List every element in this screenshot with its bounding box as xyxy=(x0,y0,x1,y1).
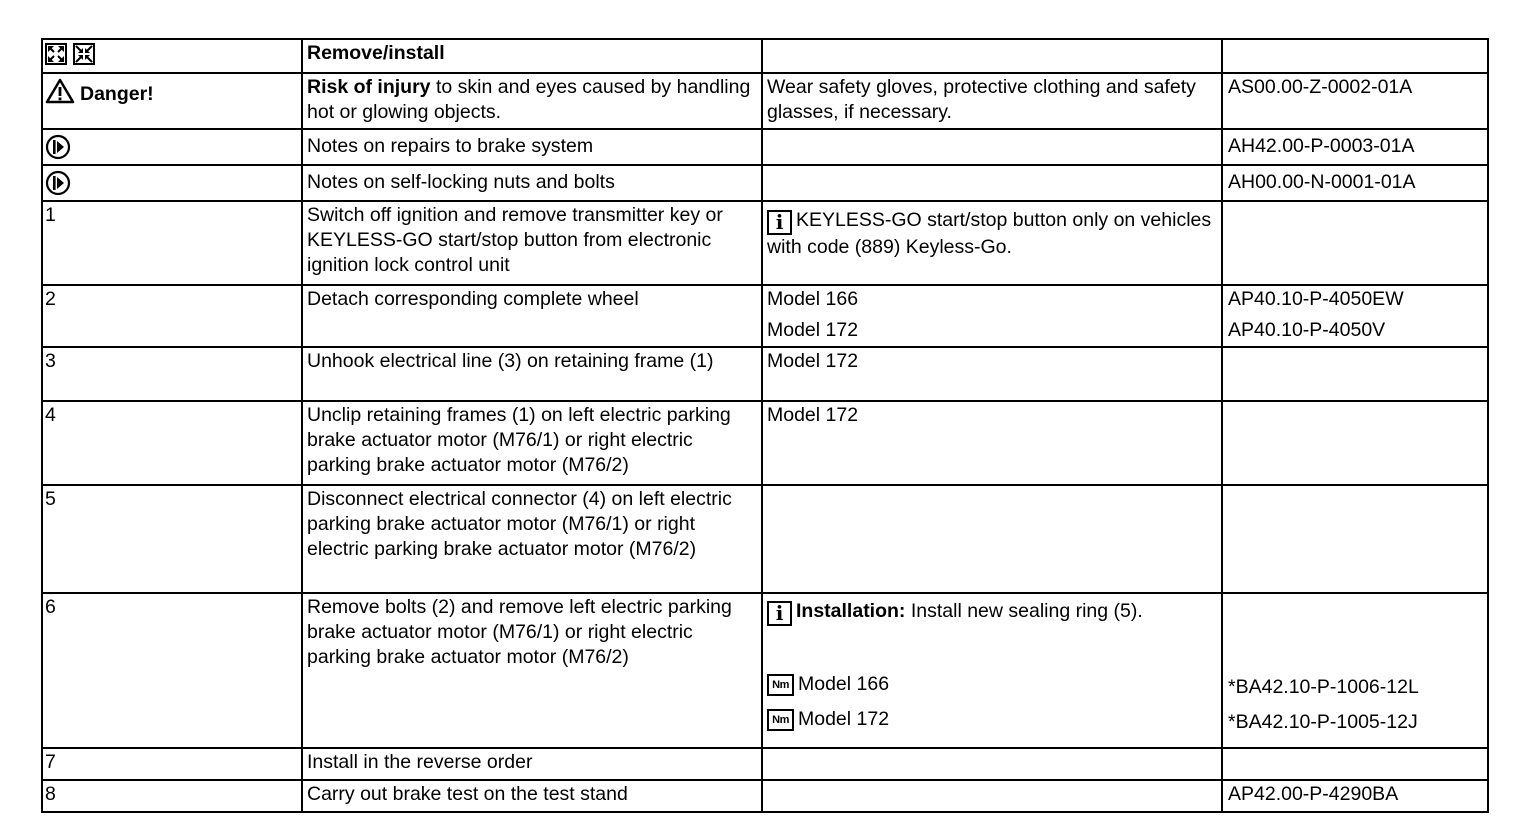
danger-row xyxy=(42,73,1488,129)
header-empty-3 xyxy=(762,39,1222,73)
step-number: 1 xyxy=(42,201,302,285)
model-label: Model 172 xyxy=(767,319,859,341)
step-row xyxy=(42,748,1488,780)
step-row xyxy=(42,593,1488,748)
note-empty xyxy=(762,165,1222,201)
step-row xyxy=(42,201,1488,285)
note-icon-cell xyxy=(42,165,302,201)
step-number: 4 xyxy=(42,401,302,485)
step-empty-3 xyxy=(762,780,1222,812)
step-text: Unclip retaining frames (1) on left electric parking brake actuator motor (M76/1) or right electric parking brake actuator motor (M76/2) xyxy=(302,401,762,485)
torque-model: Model 172 xyxy=(798,708,890,730)
danger-risk-text: to skin and eyes caused by handling hot or glowing objects. xyxy=(307,76,751,123)
note-icon xyxy=(45,170,71,196)
danger-measure: Wear safety gloves, protective clothing and safety glasses, if necessary. xyxy=(762,73,1222,129)
step-text: Carry out brake test on the test stand xyxy=(302,780,762,812)
step-text: Install in the reverse order xyxy=(302,748,762,780)
danger-label-cell xyxy=(42,73,302,129)
step-torque-refs-cell xyxy=(1222,593,1488,748)
step-number: 8 xyxy=(42,780,302,812)
step-empty-3 xyxy=(762,485,1222,593)
install-text: Install new sealing ring (5). xyxy=(905,600,1143,622)
danger-label: Danger! xyxy=(80,83,154,105)
step-refs-cell xyxy=(1222,285,1488,347)
info-icon: i xyxy=(767,601,792,626)
header-title: Remove/install xyxy=(302,39,762,73)
info-icon: i xyxy=(767,210,792,235)
step-row xyxy=(42,347,1488,401)
model-label: Model 166 xyxy=(767,288,859,310)
note-text: Notes on repairs to brake system xyxy=(302,129,762,165)
note-row xyxy=(42,165,1488,201)
danger-risk-bold: Risk of injury xyxy=(307,76,431,98)
note-icon xyxy=(45,134,71,160)
step-info-cell xyxy=(762,201,1222,285)
step-row xyxy=(42,485,1488,593)
header-empty-4 xyxy=(1222,39,1488,73)
step-row xyxy=(42,401,1488,485)
note-row xyxy=(42,129,1488,165)
note-empty xyxy=(762,129,1222,165)
header-row xyxy=(42,39,1488,73)
step-ref[interactable]: AP40.10-P-4050V xyxy=(1228,319,1386,341)
note-text: Notes on self-locking nuts and bolts xyxy=(302,165,762,201)
note-ref[interactable]: AH42.00-P-0003-01A xyxy=(1222,129,1488,165)
expand-arrows-icon[interactable] xyxy=(45,43,67,65)
step-ref[interactable]: AP42.00-P-4290BA xyxy=(1222,780,1488,812)
collapse-arrows-icon[interactable] xyxy=(73,43,95,65)
torque-nm-icon: Nm xyxy=(767,709,794,731)
step-ref-empty xyxy=(1222,201,1488,285)
step-install-cell xyxy=(762,593,1222,748)
danger-ref[interactable]: AS00.00-Z-0002-01A xyxy=(1222,73,1488,129)
danger-risk-cell xyxy=(302,73,762,129)
step-row xyxy=(42,780,1488,812)
model-label: Model 172 xyxy=(762,401,1222,485)
step-models-cell xyxy=(762,285,1222,347)
torque-nm-icon: Nm xyxy=(767,674,794,696)
step-empty-3 xyxy=(762,748,1222,780)
step-number: 3 xyxy=(42,347,302,401)
install-label: Installation: xyxy=(796,600,906,622)
step-ref-empty xyxy=(1222,485,1488,593)
step-text: Disconnect electrical connector (4) on left electric parking brake actuator motor (M76/1) or right electric parking brake actuator motor (M76/2) xyxy=(302,485,762,593)
torque-ref[interactable]: *BA42.10-P-1006-12L xyxy=(1228,676,1419,698)
step-ref[interactable]: AP40.10-P-4050EW xyxy=(1228,288,1404,310)
note-icon-cell xyxy=(42,129,302,165)
step-ref-empty xyxy=(1222,748,1488,780)
step-number: 5 xyxy=(42,485,302,593)
step-text: Remove bolts (2) and remove left electric parking brake actuator motor (M76/1) or right electric parking brake actuator motor (M76/2) xyxy=(302,593,762,748)
note-ref[interactable]: AH00.00-N-0001-01A xyxy=(1222,165,1488,201)
step-text: Unhook electrical line (3) on retaining frame (1) xyxy=(302,347,762,401)
step-number: 2 xyxy=(42,285,302,347)
model-label: Model 172 xyxy=(762,347,1222,401)
step-text: Detach corresponding complete wheel xyxy=(302,285,762,347)
step-number: 7 xyxy=(42,748,302,780)
step-number: 6 xyxy=(42,593,302,748)
step-text: Switch off ignition and remove transmitter key or KEYLESS-GO start/stop button from electronic ignition lock control unit xyxy=(302,201,762,285)
torque-model: Model 166 xyxy=(798,673,890,695)
step-ref-empty xyxy=(1222,347,1488,401)
step-row xyxy=(42,285,1488,347)
step-ref-empty xyxy=(1222,401,1488,485)
step-info-text: KEYLESS-GO start/stop button only on vehicles with code (889) Keyless-Go. xyxy=(767,209,1212,258)
header-icons-cell xyxy=(42,39,302,73)
torque-ref[interactable]: *BA42.10-P-1005-12J xyxy=(1228,711,1418,733)
procedure-table xyxy=(41,38,1489,813)
warning-triangle-icon xyxy=(45,78,75,104)
